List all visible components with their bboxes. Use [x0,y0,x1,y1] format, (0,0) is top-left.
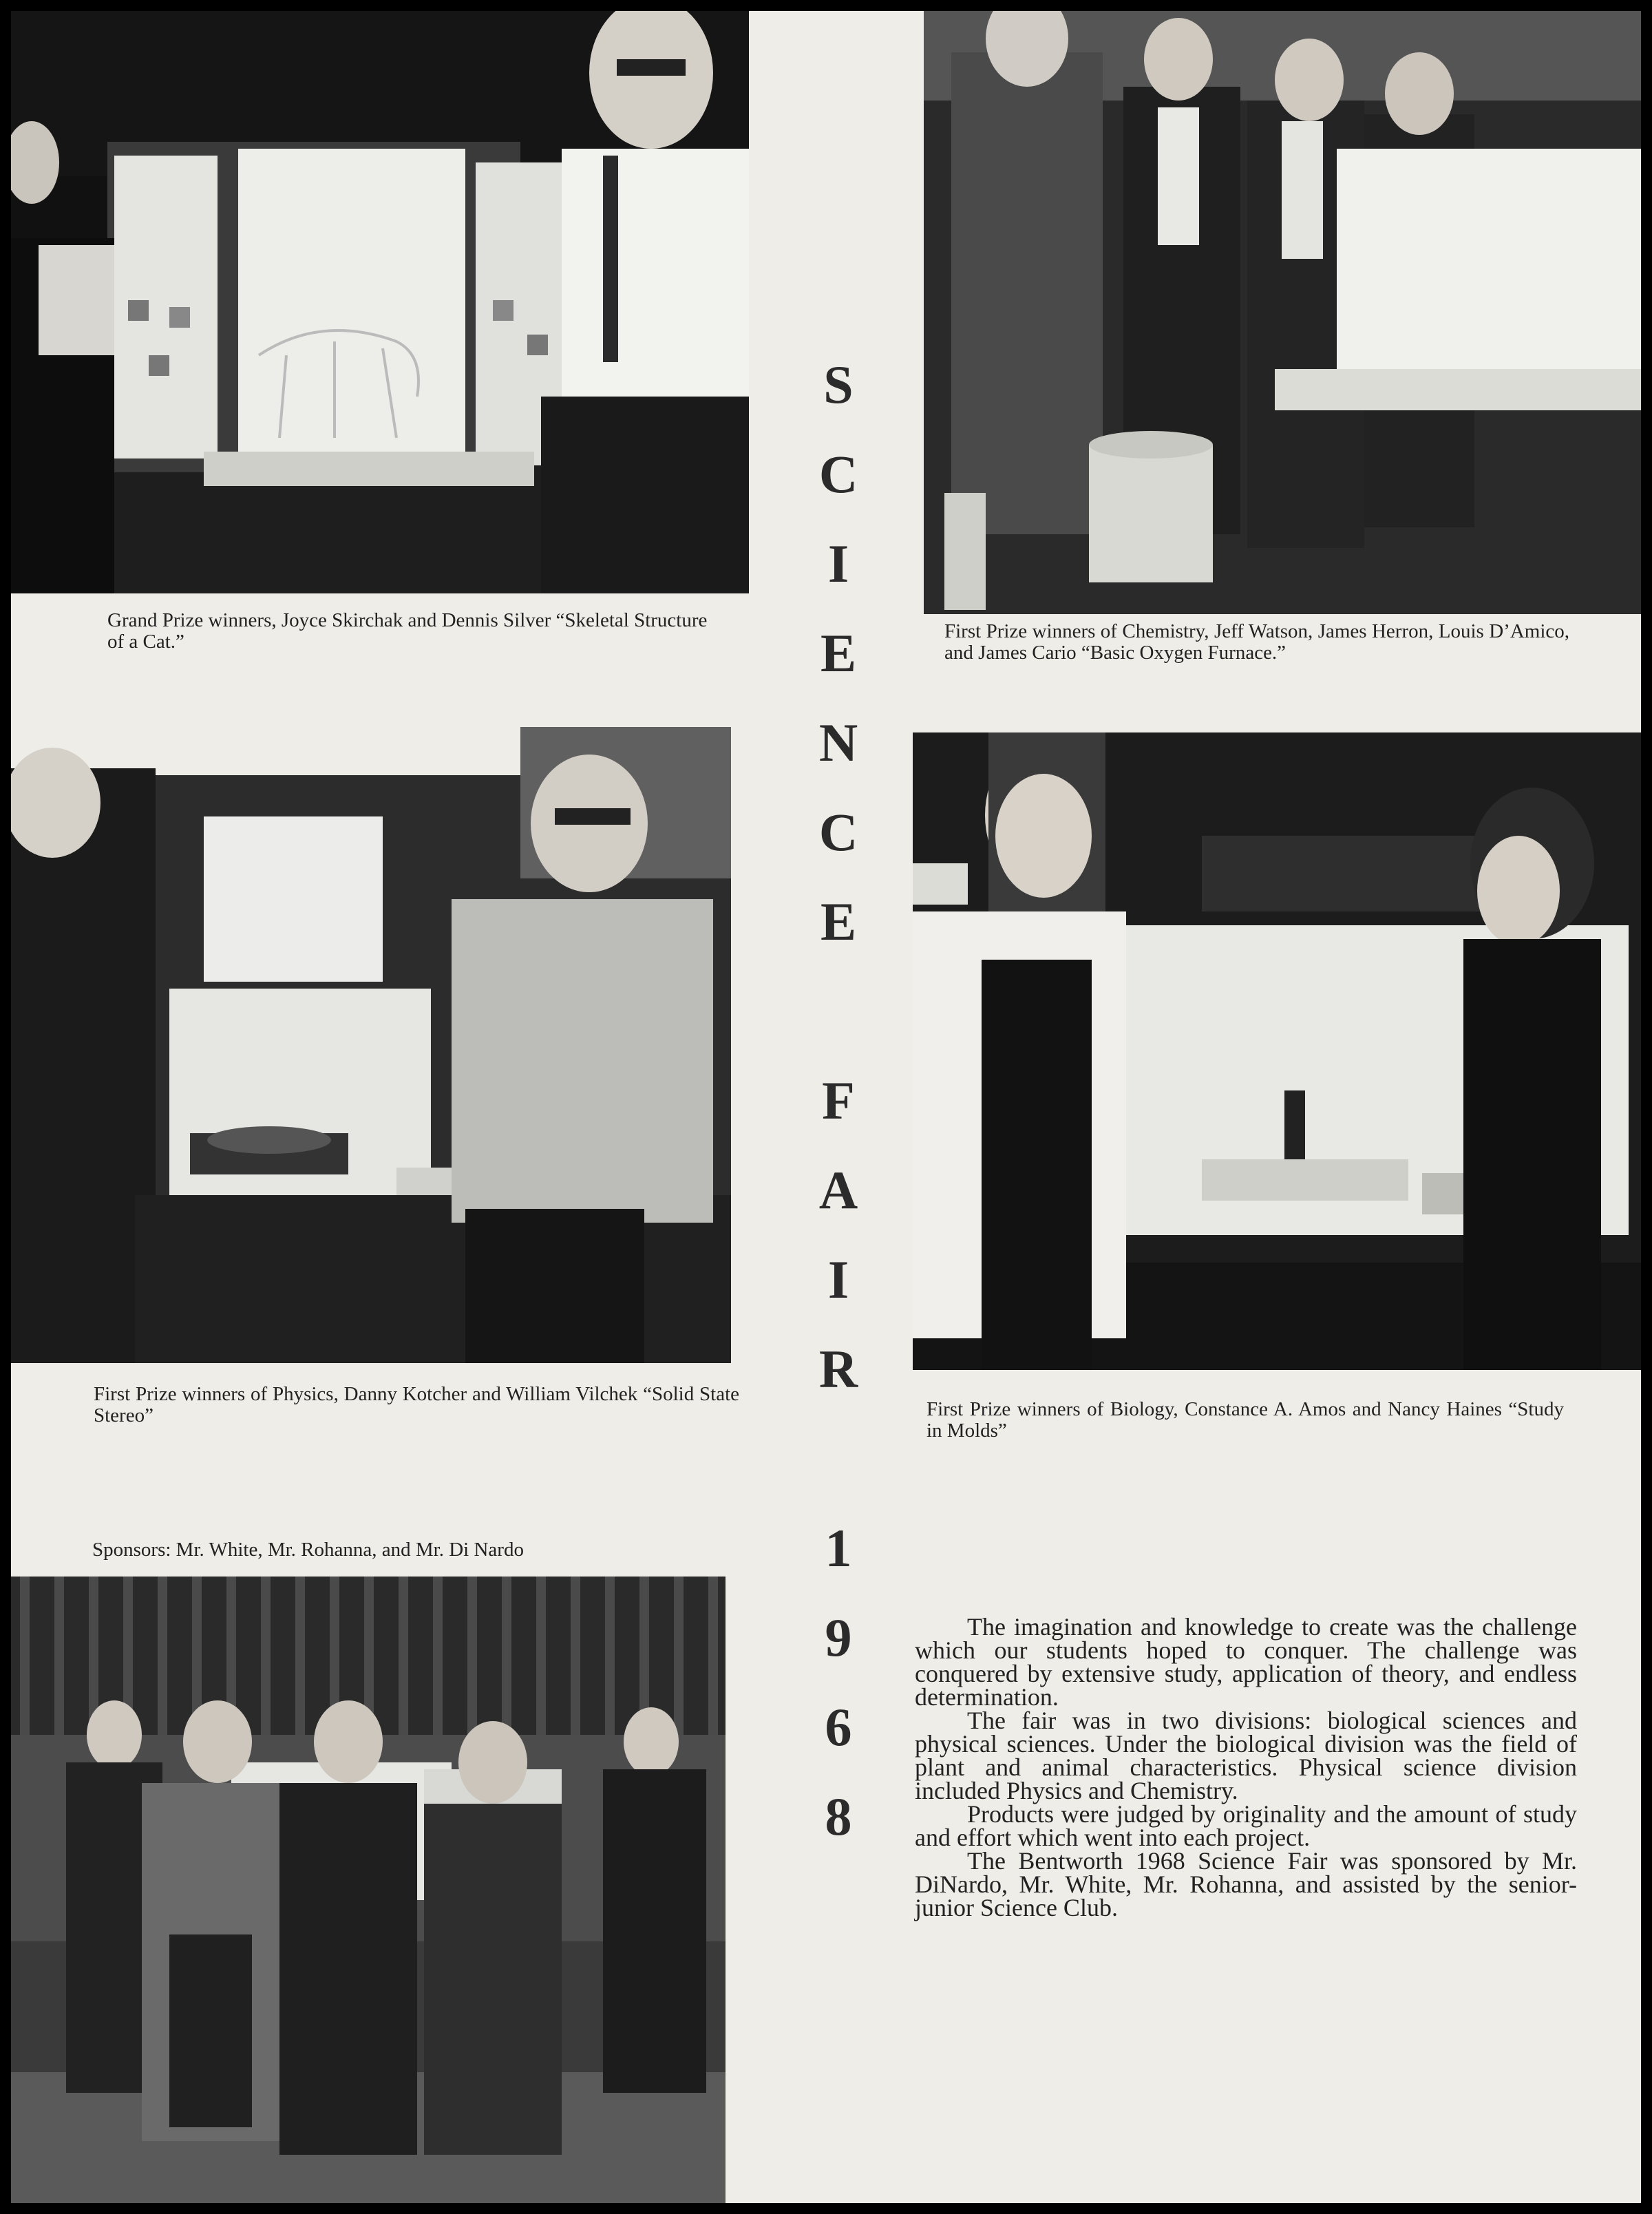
body-paragraph: The fair was in two divisions: biological sciences and physical sciences. Under the biological division was the field of plant and animal characteristics. Physical science division included Physics and Chemistry. [915,1707,1577,1804]
caption-chemistry: First Prize winners of Chemistry, Jeff Watson, James Herron, Louis D’Amico, and James Cario “Basic Oxygen Furnace.” [944,620,1569,664]
title-letter: C [818,802,858,862]
yearbook-page [11,11,1641,2203]
body-paragraph: The Bentworth 1968 Science Fair was sponsored by Mr. DiNardo, Mr. White, Mr. Rohanna, and assisted by the senior-junior Science Club. [915,1847,1577,1921]
photo-physics [11,727,731,1363]
photo-chemistry [924,11,1641,614]
title-letter: A [818,1160,858,1220]
caption-physics: First Prize winners of Physics, Danny Kotcher and William Vilchek “Solid State Stereo” [94,1383,739,1426]
title-letter: C [818,444,858,504]
title-letter: 8 [825,1786,852,1846]
body-text [915,1615,1577,1919]
title-letter: 9 [825,1607,852,1667]
vertical-title [763,340,914,1862]
title-letter: I [827,534,849,593]
title-letter: N [818,713,858,772]
caption-grand-prize: Grand Prize winners, Joyce Skirchak and Dennis Silver “Skeletal Structure of a Cat.” [107,609,708,653]
title-letter: F [822,1071,855,1130]
title-letter: 1 [825,1518,852,1578]
photo-biology [913,732,1641,1370]
title-letter: R [818,1339,858,1399]
title-letter: E [820,892,857,951]
title-letter: 6 [825,1697,852,1757]
body-paragraph: The imagination and knowledge to create was the challenge which our students hoped to conquer. The challenge was conquered by extensive study, application of theory, and endless determination. [915,1613,1577,1711]
caption-sponsors: Sponsors: Mr. White, Mr. Rohanna, and Mr. Di Nardo [92,1539,524,1561]
photo-grand-prize [11,11,749,593]
body-paragraph: Products were judged by originality and the amount of study and effort which went into each project. [915,1800,1577,1851]
title-letter: S [823,355,854,414]
title-letter: I [827,1250,849,1309]
photo-sponsors [11,1577,726,2203]
caption-biology: First Prize winners of Biology, Constance A. Amos and Nancy Haines “Study in Molds” [926,1398,1564,1442]
title-letter: E [820,623,857,683]
